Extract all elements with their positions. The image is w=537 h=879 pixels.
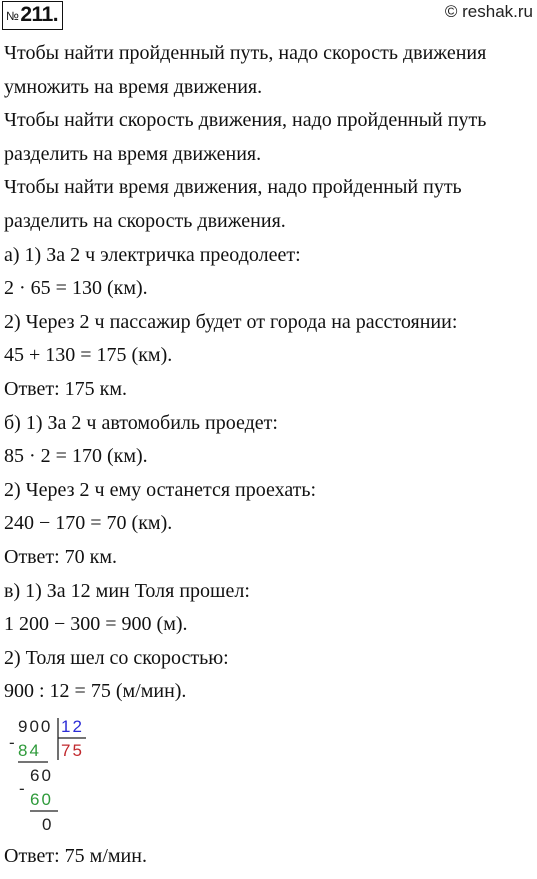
text-line: Ответ: 175 км. [4,377,128,400]
ld-dividend: 900 [18,717,53,736]
text-line: Ответ: 70 км. [4,545,118,568]
text-line: 900 : 12 = 75 (м/мин). [4,680,187,703]
text-line: 2 · 65 = 130 (км). [4,277,148,300]
ld-remainder-1: 60 [30,766,53,785]
text-line: 2) Толя шел со скоростью: [4,646,229,669]
text-line: разделить на скорость движения. [4,209,286,232]
final-answer: Ответ: 75 м/мин. [4,845,147,867]
ld-divisor: 12 [61,717,84,736]
ld-subtrahend-2: 60 [30,790,53,809]
ld-minus-1: - [9,733,15,752]
text-line: б) 1) За 2 ч автомобиль проедет: [4,411,278,434]
ld-final-remainder: 0 [42,815,52,834]
text-line: 45 + 130 = 175 (км). [4,344,173,367]
text-line: Чтобы найти пройденный путь, надо скорость движения [4,42,487,64]
problem-number-badge [2,1,63,30]
text-line: умножить на время движения. [4,75,263,98]
text-line: 2) Через 2 ч пассажир будет от города на расстоянии: [4,310,458,333]
text-line: 85 · 2 = 170 (км). [4,445,148,468]
text-line: 1 200 − 300 = 900 (м). [4,613,188,636]
ld-subtrahend-1: 84 [18,741,41,760]
solution-text [4,37,534,709]
watermark: © reshak.ru [444,2,533,21]
problem-number: 211. [20,3,59,26]
long-division [0,712,110,837]
text-line: а) 1) За 2 ч электричка преодолеет: [4,243,301,266]
text-line: Чтобы найти время движения, надо пройденный путь [4,176,462,199]
number-sign: № [6,9,19,23]
text-line: 240 − 170 = 70 (км). [4,512,173,535]
ld-quotient: 75 [61,741,84,760]
text-line: в) 1) За 12 мин Толя прошел: [4,579,250,602]
ld-minus-2: - [19,779,25,798]
text-line: 2) Через 2 ч ему останется проехать: [4,478,317,501]
text-line: Чтобы найти скорость движения, надо пройденный путь [4,109,487,132]
text-line: разделить на время движения. [4,142,262,165]
